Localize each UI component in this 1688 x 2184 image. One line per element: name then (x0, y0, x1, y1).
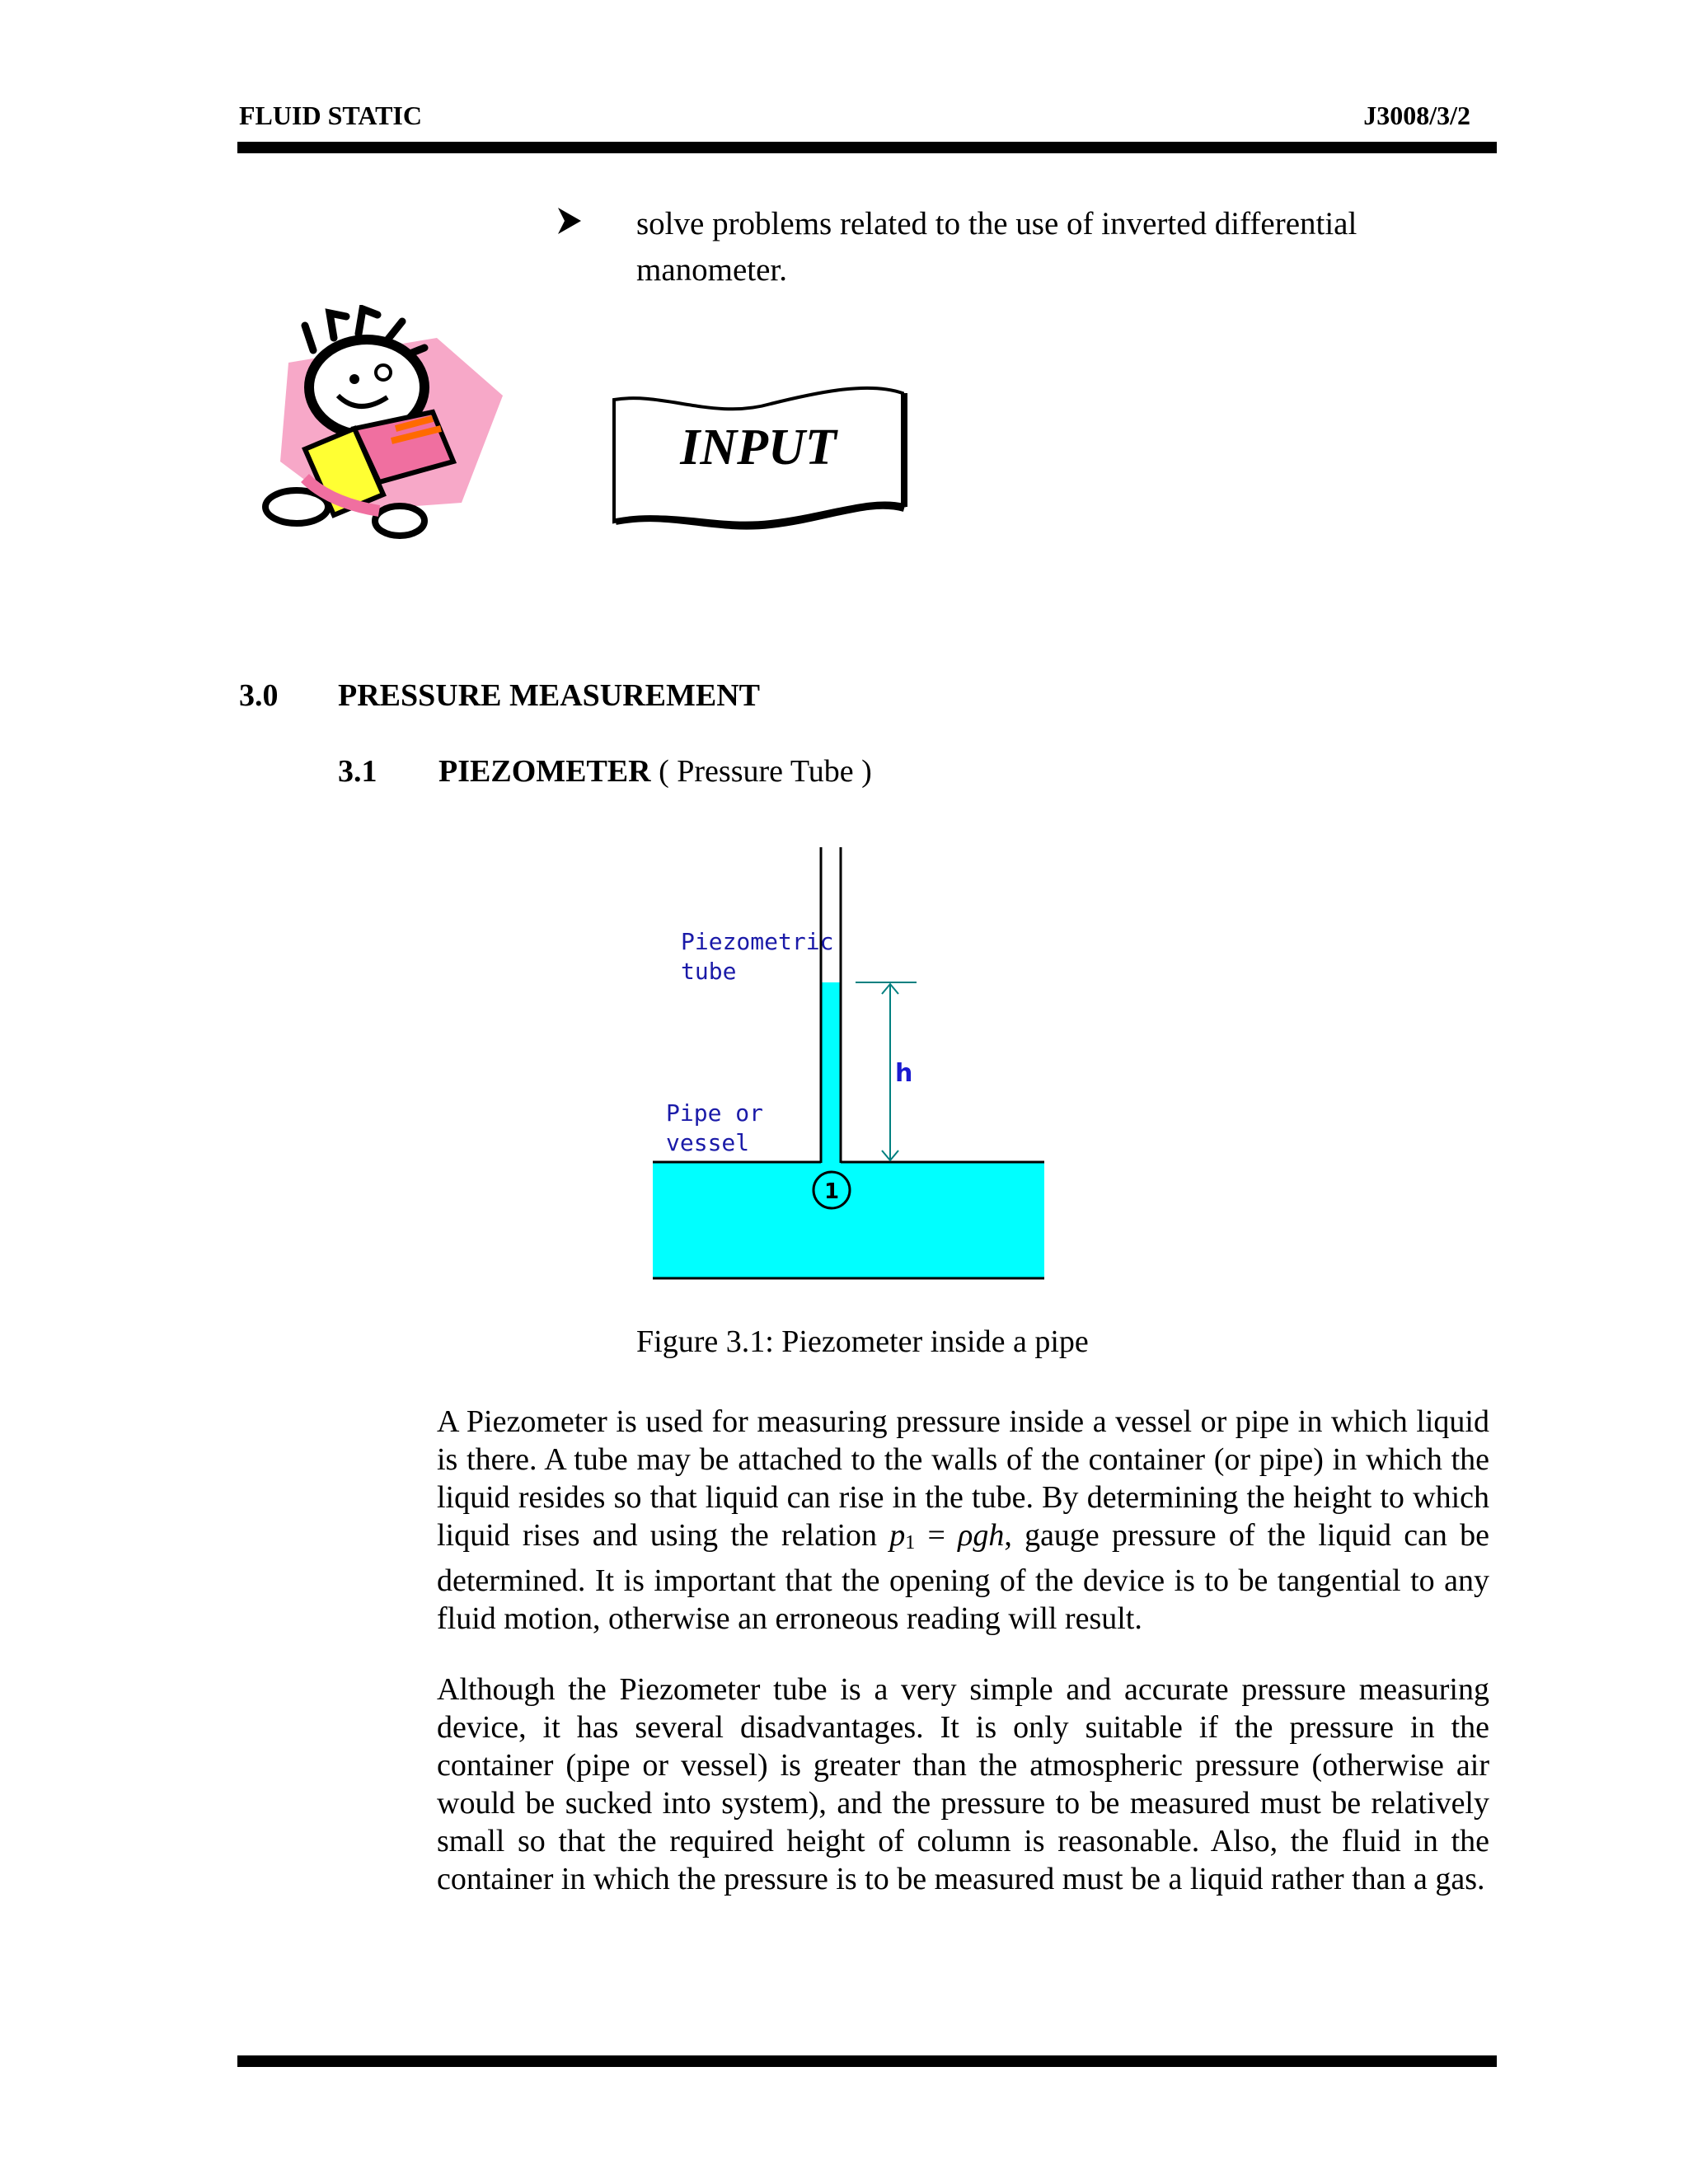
header-rule (237, 142, 1497, 153)
paragraph-1 (437, 1403, 1489, 1638)
reading-boy-clipart-icon (256, 305, 519, 552)
footer-rule (237, 2055, 1497, 2067)
subsection-number: 3.1 (338, 754, 377, 789)
formula-p: p (889, 1518, 906, 1553)
objective-line-2: manometer. (636, 252, 788, 288)
input-banner (606, 375, 911, 536)
tube-liquid (822, 982, 840, 1164)
label-vessel: vessel (666, 1129, 750, 1156)
formula-rgh: ρgh (958, 1518, 1005, 1553)
paragraph-1-part-a: A Piezometer is used for measuring pressure inside a vessel or pipe in which liquid is there. A tube may be attached to the walls of the container (or pipe) in which the liquid resides so that liquid can rise in the tube. By determining the height to which liquid rises and using the relation (437, 1404, 1489, 1553)
label-pipe-or: Pipe or (666, 1099, 764, 1127)
label-piezometric: Piezometric (681, 928, 834, 955)
label-tube: tube (681, 958, 737, 985)
piezometer-diagram (643, 841, 1055, 1286)
subsection-title-rest: ( Pressure Tube ) (659, 754, 872, 789)
subsection-title (438, 753, 872, 790)
subsection-title-bold: PIEZOMETER (438, 754, 651, 789)
h-label: h (895, 1059, 913, 1088)
header-page-code: J3008/3/2 (1363, 101, 1470, 130)
paragraph-1-part-b: , gauge pressure of the liquid can be determined. It is important that the opening of the device is to be tangential to any fluid motion, otherwise an erroneous reading will result. (437, 1518, 1489, 1636)
objective-line-1: solve problems related to the use of inverted differential (636, 206, 1357, 241)
figure-caption: Figure 3.1: Piezometer inside a pipe (636, 1324, 1089, 1359)
objective-text (636, 201, 1461, 293)
arrow-bullet-icon (556, 206, 583, 236)
formula-equals: = (915, 1518, 959, 1553)
point-1-label: 1 (823, 1179, 840, 1204)
paragraph-2: Although the Piezometer tube is a very simple and accurate pressure measuring device, it has several disadvantages. It is only suitable if the pressure in the container (pipe or vessel) is greater than the atmospheric pressure (otherwise air would be sucked into system), and the pressure to be measured must be relatively small so that the required height of column is reasonable. Also, the fluid in the container in which the pressure is to be measured must be a liquid rather than a gas. (437, 1672, 1489, 1896)
formula-subscript: 1 (905, 1532, 916, 1554)
vessel-liquid (653, 1162, 1044, 1279)
header-title: FLUID STATIC (239, 101, 422, 130)
section-number: 3.0 (239, 678, 279, 713)
section-title: PRESSURE MEASUREMENT (338, 678, 761, 713)
input-banner-label: INPUT (680, 419, 837, 476)
